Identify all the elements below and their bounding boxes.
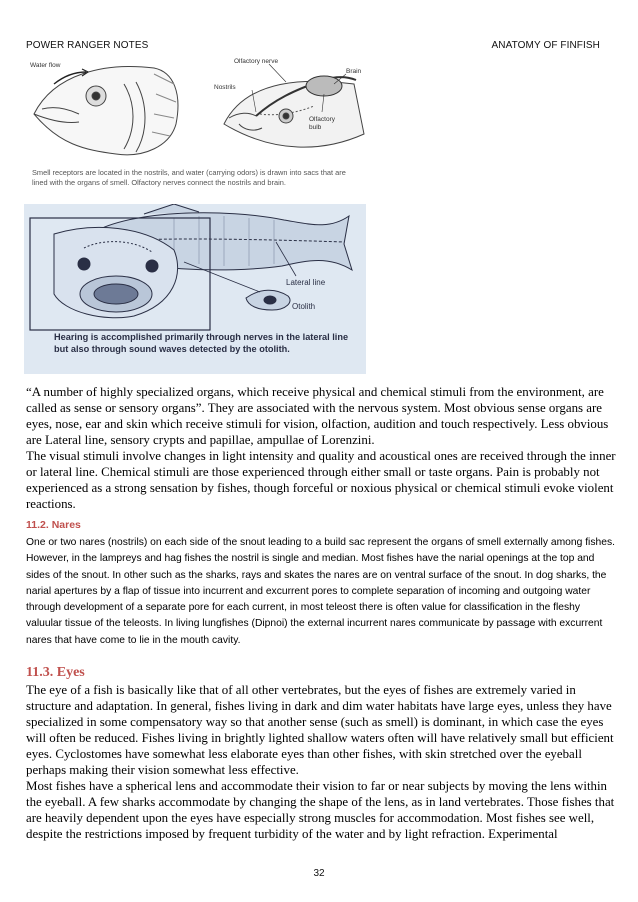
header-left: POWER RANGER NOTES <box>26 40 149 51</box>
eyes-text <box>26 682 616 842</box>
eyes-heading: 11.3. Eyes <box>26 665 85 680</box>
hearing-figure <box>24 204 366 374</box>
label-lateral-line: Lateral line <box>286 278 326 287</box>
fish-lateral-line-illustration <box>24 204 366 334</box>
header-right: ANATOMY OF FINFISH <box>491 40 600 51</box>
nares-heading: 11.2. Nares <box>26 519 81 531</box>
label-nostrils: Nostrils <box>214 84 236 91</box>
eyes-paragraph-1: The eye of a fish is basically like that of all other vertebrates, but the eyes of fishes are extremely varied in structure and adaptation. In general, fishes living in dark and dim water habitats have large eyes, unless they have specialized in some compensatory way so that another sense (such as smell) is dominant, in which case the eyes will often be reduced. Fishes living in brightly lighted shallow waters often will have relatively small but efficient eyes. Cyclostomes have somewhat less elaborate eyes than other fishes, with skin stretched over the eyeball perhaps making their vision somewhat less effective. <box>26 683 614 777</box>
fish-head-front-view <box>54 227 178 317</box>
eyes-paragraph-2: Most fishes have a spherical lens and accommodate their vision to far or near subjects by moving the lens within the eyeball. A few sharks accommodate by changing the shape of the lens, as in land vertebrates. Those fishes that are heavily dependent upon the eyes have especially strong muscles for accommodation. Most fishes see well, despite the restrictions imposed by frequent turbidity of the water and by light refraction. Experimental <box>26 779 615 841</box>
page-number: 32 <box>313 868 325 879</box>
intro-paragraph-2: The visual stimuli involve changes in light intensity and quality and acoustical ones are received through the inner or lateral line. Chemical stimuli are those experienced through either small or taste organs. Pain is probably not experienced as a strong sensation by fishes, though forceful or noxious physical or chemical stimuli evoke violent reactions. <box>26 449 616 511</box>
fish-head-right-drawing <box>224 76 364 147</box>
smell-figure-caption: Smell receptors are located in the nostrils, and water (carrying odors) is drawn into sacs that are lined with the organs of smell. Olfactory nerves connect the nostrils and brain. <box>32 168 346 187</box>
smell-figure <box>24 54 369 204</box>
fish-head-smell-illustration <box>24 54 369 169</box>
label-olfactory-bulb: Olfactory bulb <box>309 116 336 131</box>
intro-text <box>26 384 616 512</box>
label-brain: Brain <box>346 68 362 75</box>
hearing-figure-caption: Hearing is accomplished primarily through nerves in the lateral line but also through sound waves detected by the otolith. <box>54 332 349 354</box>
label-otolith: Otolith <box>292 302 316 311</box>
fish-head-left-drawing <box>34 67 178 155</box>
intro-paragraph-1: “A number of highly specialized organs, which receive physical and chemical stimuli from the environment, are called as sense or sensory organs”. They are associated with the nervous system. Most obvious sense organs are eyes, nose, ear and skin which receive stimuli for vision, olfaction, audition and touch respectively. Less obvious are Lateral line, sensory crypts and papillae, ampullae of Lorenzini. <box>26 385 609 447</box>
nares-body: One or two nares (nostrils) on each side of the snout leading to a build sac represent the organs of smell externally among fishes. However, in the lampreys and hag fishes the nostril is single and median. Most fishes have the narial openings at the top and sides of the snout. In other such as the sharks, rays and skates the nares are on ventral surface of the snout. In dog sharks, the narial apertures by a flap of tissue into incurrent and excurrent pores to complete separation of incoming and outgoing water through development of a separate pore for each current, in most teleost there is often value for classification in the fleshy valuular tissue of the teleosts. In living lungfishes (Dipnoi) the external incurrent nares communicate by passage with excurrent nares that have come to lie in the mouth cavity. <box>26 537 615 646</box>
label-olfactory-nerve: Olfactory nerve <box>234 58 279 65</box>
label-water-flow: Water flow <box>30 62 61 69</box>
